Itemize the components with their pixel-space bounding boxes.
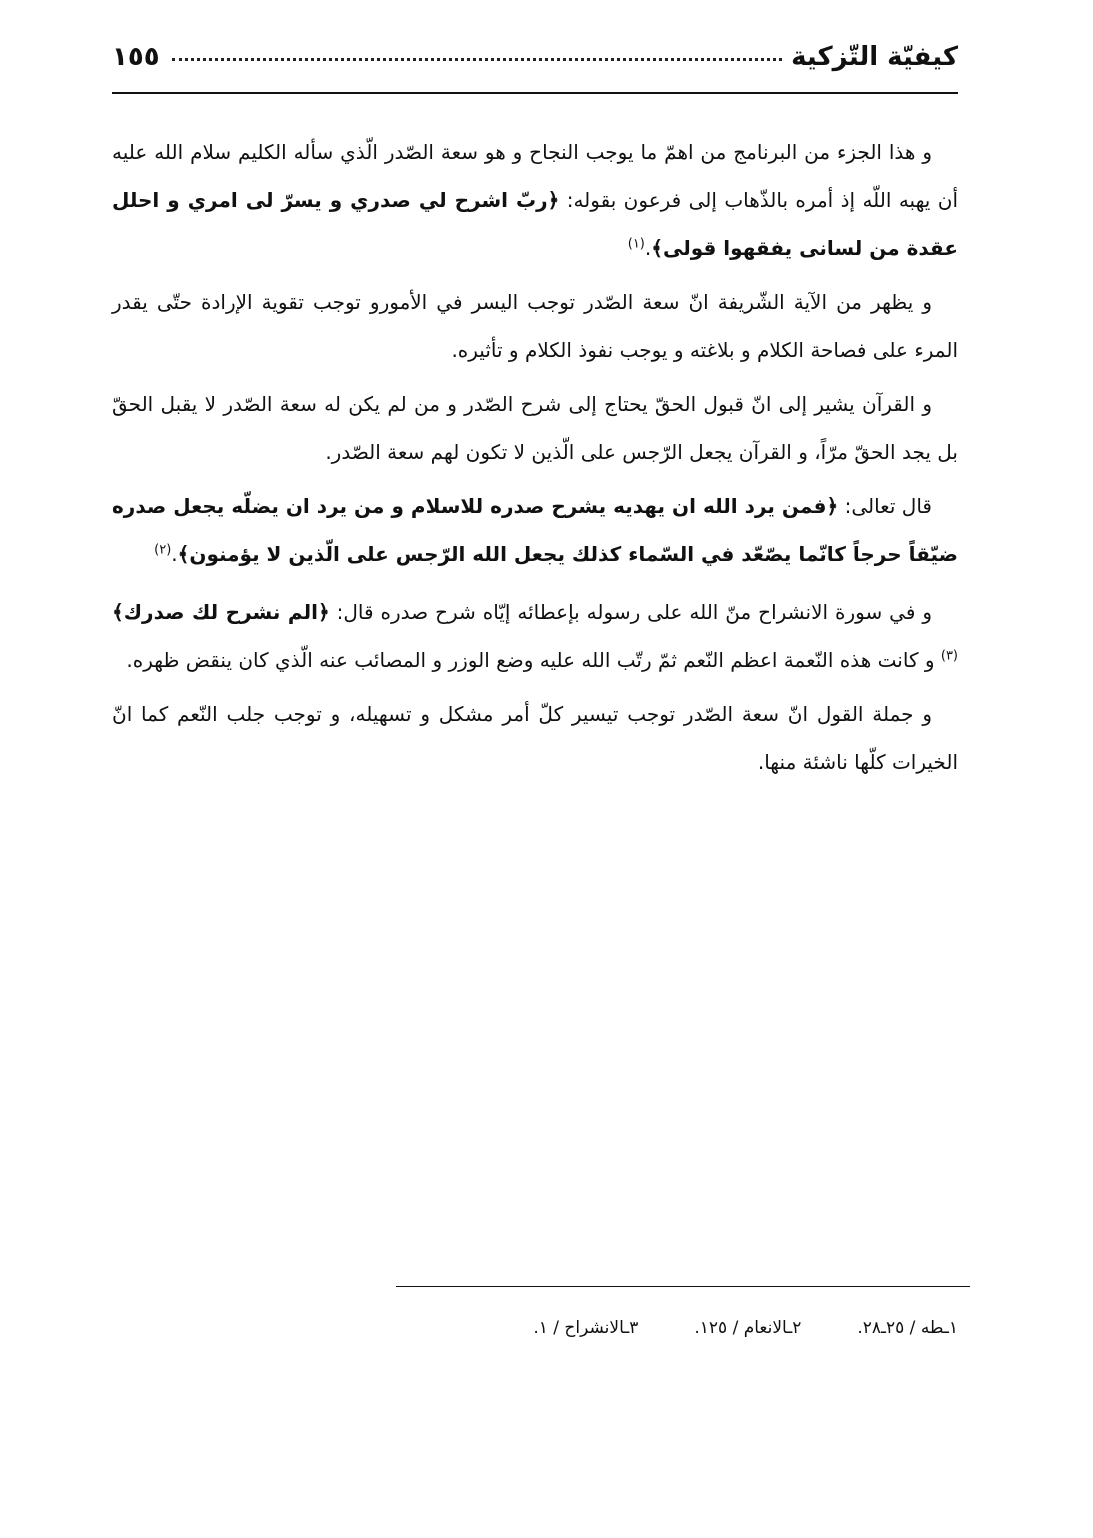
paragraph-5 (112, 588, 958, 684)
quran-quote-1: ربّ اشرح لي صدري و يسرّ لى امري و احلل عقدة من لسانى يفقهوا قولى (112, 188, 958, 260)
paragraph-5-end: و كانت هذه النّعمة اعظم النّعم ثمّ رتّب الله عليه وضع الوزر و المصائب عنه الّذي كان ينقض ظهره. (126, 648, 941, 672)
footnotes (380, 1318, 958, 1338)
paragraph-1-end: . (644, 236, 652, 260)
quote-open-brace: ﴿ (547, 188, 560, 212)
paragraph-1 (112, 128, 958, 272)
running-header (112, 40, 958, 90)
paragraph-4 (112, 482, 958, 578)
quran-quote-3: الم نشرح لك صدرك (123, 600, 318, 624)
quote-open-brace: ﴿ (826, 494, 839, 518)
footnote-2: ٢ـالانعام / ١٢٥. (694, 1318, 802, 1338)
body-text (112, 128, 958, 792)
quote-close-brace: ﴾ (177, 542, 190, 566)
quran-quote-2: فمن يرد الله ان يهديه يشرح صدره للاسلام و من يرد ان يضلّه يجعل صدره ضيّقاً حرجاً كانّما يصّعّد في السّماء كذلك يجعل الله الرّجس على الّذين لا يؤمنون (112, 494, 958, 566)
footnote-rule (396, 1286, 970, 1287)
quote-open-brace: ﴿ (317, 600, 330, 624)
paragraph-3: و القرآن يشير إلى انّ قبول الحقّ يحتاج إلى شرح الصّدر و من لم يكن له سعة الصّدر لا يقبل الحقّ بل يجد الحقّ مرّاً، و القرآن يجعل الرّجس على الّذين لا تكون لهم سعة الصّدر. (112, 392, 958, 464)
running-title: كيفيّة التّزكية (785, 42, 958, 72)
paragraph-4-end: . (171, 542, 178, 566)
page-number: ١٥٥ (112, 42, 166, 72)
footnote-1: ١ـطه / ٢٥ـ٢٨. (857, 1318, 958, 1338)
paragraph-2: و يظهر من الآية الشّريفة انّ سعة الصّدر توجب اليسر في الأمورو توجب تقوية الإرادة حتّى يقدر المرء على فصاحة الكلام و بلاغته و يوجب نفوذ الكلام و تأثيره. (112, 290, 958, 362)
paragraph-4-text: قال تعالى: (838, 494, 932, 518)
dotted-leader (172, 58, 818, 61)
paragraph-1-text: و هذا الجزء من البرنامج من اهمّ ما يوجب النجاح و هو سعة الصّدر الّذي سأله الكليم سلام الله عليه أن يهبه اللّه إذ أمره بالذّهاب إلى فرعون بقوله: (112, 140, 959, 212)
footnote-ref-1: (١) (627, 236, 645, 252)
quote-close-brace: ﴾ (651, 236, 663, 260)
footnote-ref-2: (٢) (154, 542, 172, 558)
quote-close-brace: ﴾ (112, 600, 124, 624)
header-rule (112, 92, 958, 94)
footnote-ref-3: (٣) (940, 648, 958, 664)
paragraph-6: و جملة القول انّ سعة الصّدر توجب تيسير كلّ أمر مشكل و تسهيله، و توجب جلب النّعم كما انّ الخيرات كلّها ناشئة منها. (112, 702, 958, 774)
paragraph-5-text: و في سورة الانشراح منّ الله على رسوله بإعطائه إيّاه شرح صدره قال: (329, 600, 932, 624)
footnote-3: ٣ـالانشراح / ١. (533, 1318, 639, 1338)
